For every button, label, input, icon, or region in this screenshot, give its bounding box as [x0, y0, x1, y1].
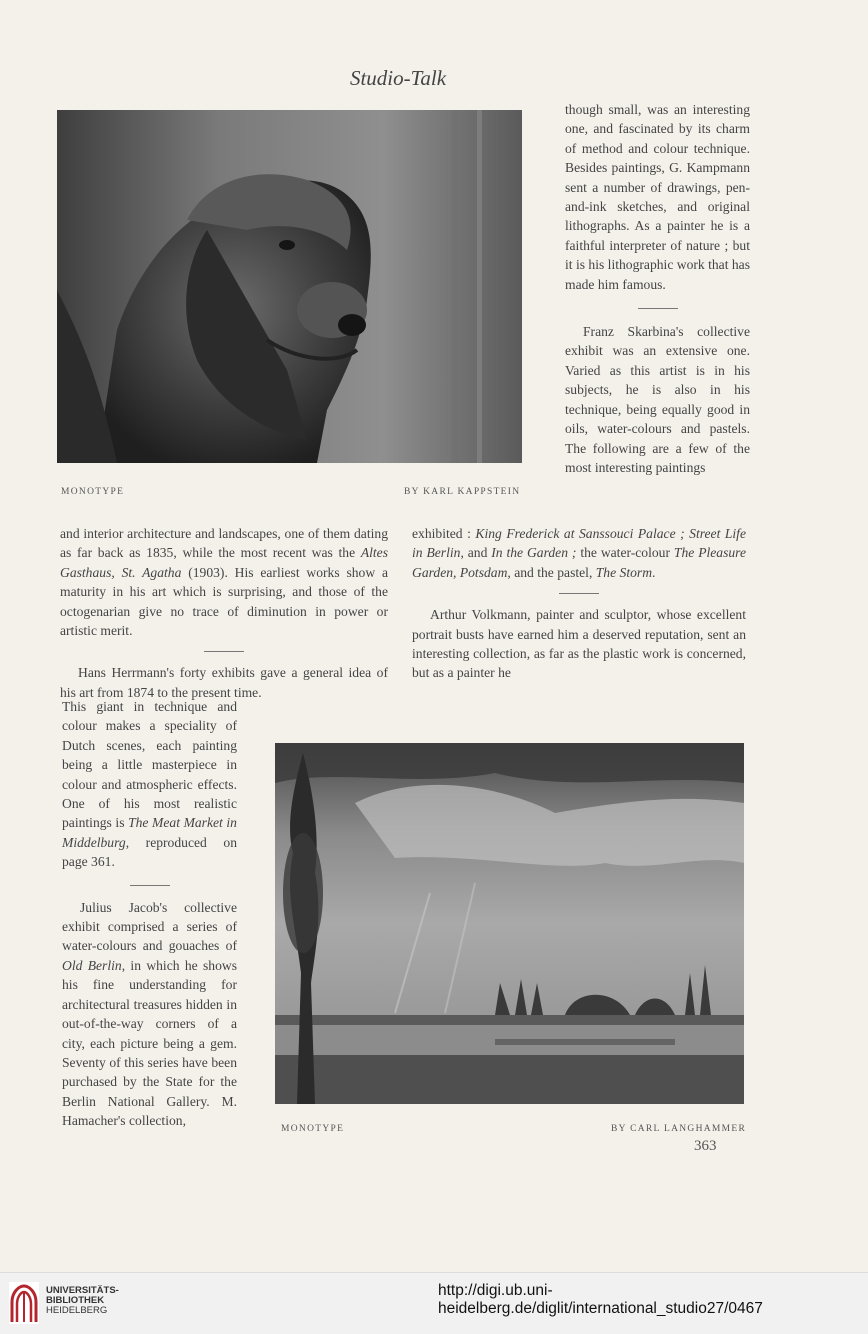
- figure1-caption-left: MONOTYPE: [61, 487, 125, 497]
- section-divider: [204, 651, 244, 652]
- dog-portrait-illustration: [57, 110, 522, 463]
- artwork-title: The Storm: [595, 564, 653, 580]
- artwork-title: The Meat Market in Middelburg: [62, 815, 237, 850]
- page-number: 363: [694, 1138, 717, 1154]
- artwork-title: Street Life in Berlin: [412, 526, 746, 561]
- text-run: , in which he shows his fine understanding for architectural treasures hidden in out-of-the-way corners of a city, each picture being a gem. Seventy of this series have been purchased by the State for the Berlin National Gallery. M. Hamacher's collection,: [62, 957, 237, 1129]
- left-column-bottom: [62, 697, 237, 1131]
- right-column-top: [565, 100, 750, 477]
- library-logo-icon: [9, 1282, 39, 1324]
- text-run: Julius Jacob's collective exhibit comprised a series of water-colours and gouaches of: [62, 899, 237, 954]
- artwork-title: King Frederick at Sanssouci Palace ;: [475, 526, 685, 541]
- text-run: and interior architecture and landscapes, one of them dating as far back as 1835, while the most recent was the: [60, 526, 388, 561]
- landscape-illustration: [275, 743, 744, 1104]
- text-run: , and: [460, 545, 492, 561]
- section-divider: [638, 308, 678, 309]
- paragraph: though small, was an interesting one, and fascinated by its charm of method and colour technique. Besides paintings, G. Kampmann sent a number of drawings, pen-and-ink sketches, and original lithographs. As a painter he is a faithful interpreter of nature ; but it is his lithographic work that has made him famous.: [565, 102, 751, 292]
- source-url-link[interactable]: http://digi.ub.uni-heidelberg.de/diglit/international_studio27/0467: [438, 1282, 763, 1317]
- paragraph: [62, 898, 237, 1131]
- text-run: , and the pastel,: [507, 564, 596, 580]
- paragraph: Franz Skarbina's collective exhibit was an extensive one. Varied as this artist is in his subjects, he is also in his technique, being equally good in oils, water-colours and pastels. The following are a few of the most interesting paintings: [565, 324, 750, 475]
- text-run: the water-colour: [576, 545, 674, 561]
- logo-line: HEIDELBERG: [46, 1305, 108, 1316]
- paragraph: [60, 524, 388, 640]
- section-divider: [559, 593, 599, 594]
- paragraph: Arthur Volkmann, painter and sculptor, whose excellent portrait busts have earned him a deserved reputation, sent an interesting collection, as far as the plastic work is concerned, but as a painter he: [412, 607, 746, 681]
- logo-line: UNIVERSITÄTS-: [46, 1285, 119, 1296]
- library-footer: [0, 1272, 868, 1334]
- artwork-title: Old Berlin: [62, 957, 122, 973]
- library-logo-text: [46, 1286, 119, 1316]
- left-column-middle: [60, 524, 388, 702]
- figure1-caption-right: BY KARL KAPPSTEIN: [404, 487, 521, 497]
- text-run: , reproduced on page 361.: [62, 834, 237, 870]
- figure2-caption-left: MONOTYPE: [281, 1124, 345, 1134]
- right-column-middle: [412, 524, 746, 683]
- paragraph: [412, 524, 746, 582]
- artwork-title: Altes Gasthaus, St. Agatha: [60, 545, 388, 580]
- artwork-title: In the Garden ;: [491, 545, 577, 561]
- text-run: (1903). His earliest works show a maturity in his art which is surprising, and those of the octogenarian give no trace of diminution in power or artistic merit.: [60, 564, 388, 639]
- artwork-title: The Pleasure Garden, Potsdam: [412, 545, 747, 580]
- paragraph: [62, 697, 237, 872]
- dog-portrait-image: [57, 110, 522, 463]
- landscape-image: [275, 743, 744, 1104]
- paragraph: Hans Herrmann's forty exhibits gave a general idea of his art from 1874 to the present time.: [60, 665, 388, 700]
- figure2-caption-right: BY CARL LANGHAMMER: [611, 1124, 747, 1134]
- text-run: .: [652, 564, 656, 580]
- section-divider: [130, 885, 170, 886]
- text-run: This giant in technique and colour makes a speciality of Dutch scenes, each painting being a little masterpiece in colour and atmospheric effects. One of his most realistic paintings is: [62, 699, 237, 831]
- logo-line: BIBLIOTHEK: [46, 1295, 105, 1306]
- text-run: exhibited :: [412, 526, 476, 541]
- running-title: Studio-Talk: [349, 66, 447, 90]
